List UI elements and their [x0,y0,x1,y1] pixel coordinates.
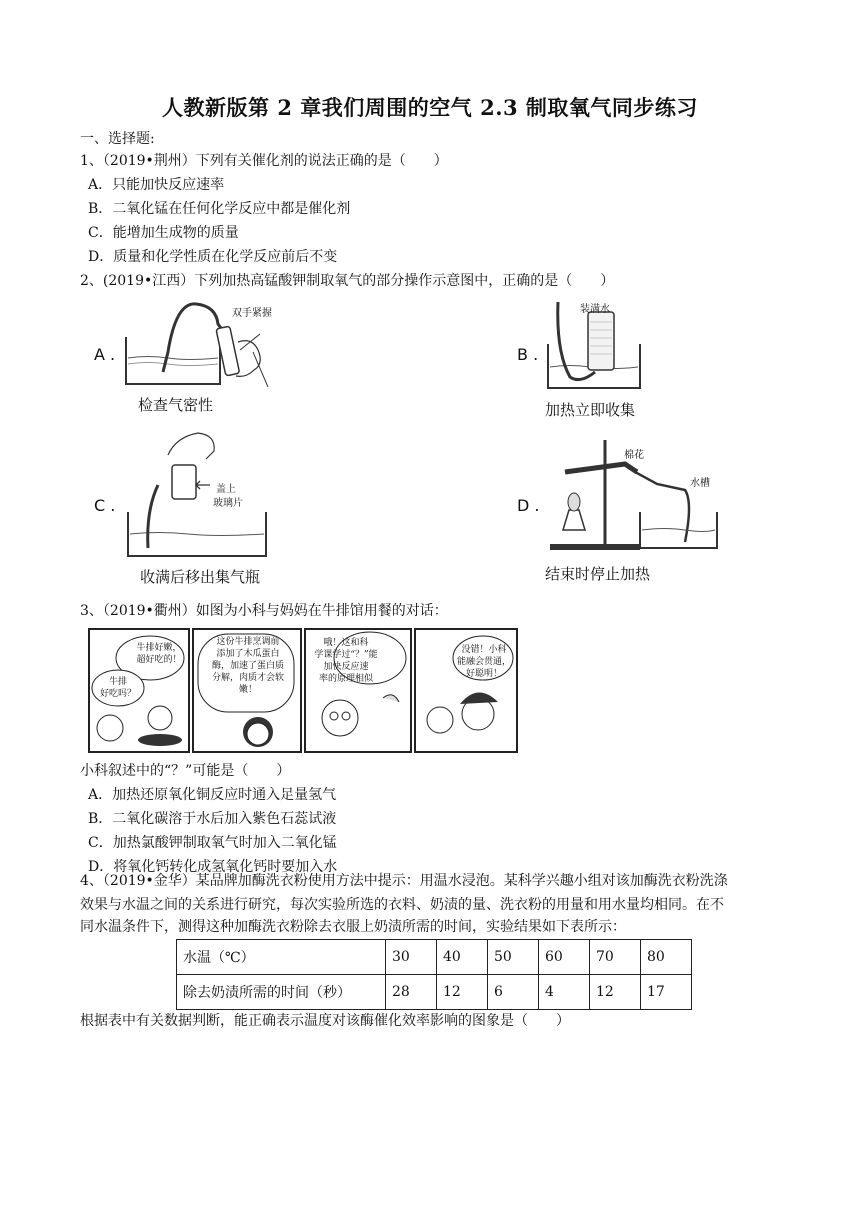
q4-stem-line-2: 效果与水温之间的关系进行研究，每次实验所选的衣料、奶渍的量、洗衣粉的用量和用水量均相同。在不 [80,897,724,913]
q3-option-c: C．加热氯酸钾制取氧气时加入二氧化锰 [88,835,337,851]
comic-panel-1-bubble-b: 牛排 好吃吗？ [99,677,136,699]
table-cell: 4 [539,975,590,1010]
table-cell: 80 [641,940,692,975]
q4-after-table: 根据表中有关数据判断，能正确表示温度对该酶催化效率影响的图象是（ ） [80,1013,570,1029]
q1-option-a: A．只能加快反应速率 [88,177,225,193]
table-row-label: 除去奶渍所需的时间（秒） [177,975,386,1010]
page-title: 人教新版第 2 章我们周围的空气 2.3 制取氧气同步练习 [162,95,698,120]
figure-c-note-1: 盖上 [216,484,236,495]
figure-a-note: 双手紧握 [232,308,272,319]
q1-option-b: B．二氧化锰在任何化学反应中都是催化剂 [88,201,351,217]
q3-option-a: A．加热还原氧化铜反应时通入足量氢气 [88,787,337,803]
figure-d-caption: 结束时停止加热 [545,565,651,583]
section-heading: 一、选择题: [80,131,155,147]
figure-c-note-2: 玻璃片 [213,498,243,509]
table-cell: 28 [386,975,437,1010]
temperature-table [176,939,692,1010]
q1-stem: 1、（2019•荆州）下列有关催化剂的说法正确的是（ ） [80,153,448,169]
comic-panel-1-bubble-a: 牛排好嫩， 超好吃的！ [136,643,182,665]
table-cell: 60 [539,940,590,975]
comic-panel-2-bubble: 这份牛排烹调前 添加了木瓜蛋白 酶，加速了蛋白质 分解，肉质才会软 嫩！ [211,637,284,695]
table-cell: 12 [590,975,641,1010]
table-row-label: 水温（℃） [177,940,386,975]
figure-b-letter: B . [517,345,539,364]
q3-stem: 3、（2019•衢州）如图为小科与妈妈在牛排馆用餐的对话： [80,603,448,619]
figure-a-letter: A . [94,345,116,364]
figure-d-note-2: 水槽 [690,478,710,489]
figure-c-letter: C . [94,496,116,515]
figure-a-caption: 检查气密性 [138,396,214,414]
figure-c-caption: 收满后移出集气瓶 [140,568,261,586]
figure-d-note-1: 棉花 [624,450,644,461]
q3-option-d: D．将氧化钙转化成氢氧化钙时要加入水 [88,859,338,875]
q4-stem-line-3: 同水温条件下，测得这种加酶洗衣粉除去衣服上奶渍所需的时间，实验结果如下表所示： [80,919,626,935]
q3-option-b: B．二氧化碳溶于水后加入紫色石蕊试液 [88,811,337,827]
table-row [177,975,692,1010]
comic-panel-3-bubble: 哦！这和科 学课学过“？”能 加快反应速 率的原理相似 [314,638,378,684]
table-cell: 40 [437,940,488,975]
table-cell: 50 [488,940,539,975]
table-cell: 12 [437,975,488,1010]
table-cell: 30 [386,940,437,975]
table-cell: 17 [641,975,692,1010]
table-row [177,940,692,975]
q1-option-c: C．能增加生成物的质量 [88,225,239,241]
q2-stem: 2、(2019•江西）下列加热高锰酸钾制取氧气的部分操作示意图中，正确的是（ ） [80,273,615,289]
figure-b-note: 装满水 [580,304,610,315]
table-cell: 70 [590,940,641,975]
table-cell: 6 [488,975,539,1010]
q4-stem-line-1: 4、（2019•金华）某品牌加酶洗衣粉使用方法中提示：用温水浸泡。某科学兴趣小组对该加酶洗衣粉洗涤 [80,873,728,889]
figure-b-caption: 加热立即收集 [545,401,636,419]
comic-panel-4-bubble: 没错！小科 能融会贯通， 好聪明！ [456,645,511,679]
q3-sub-question: 小科叙述中的“？”可能是（ ） [80,763,291,779]
q1-option-d: D．质量和化学性质在化学反应前后不变 [88,249,338,265]
figure-d-letter: D . [517,496,540,515]
